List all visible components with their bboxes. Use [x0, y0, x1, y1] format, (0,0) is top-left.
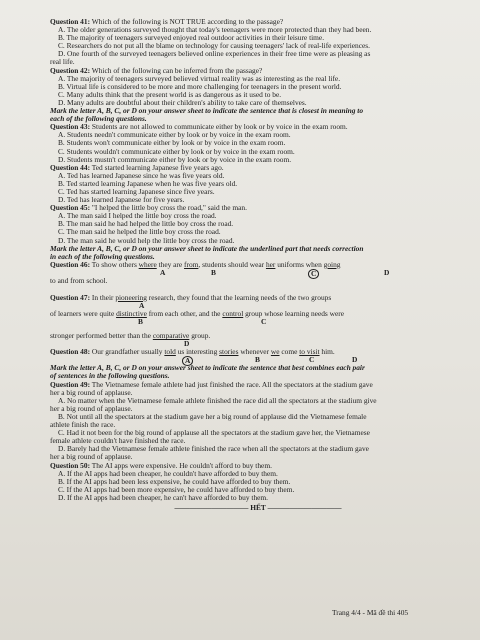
sentence-text: from each other, and the — [146, 309, 223, 319]
end-marker — [50, 504, 466, 512]
underlined-part-c: control — [222, 309, 244, 319]
option-43b: B. Students won't communicate either by look or by voice in the exam room. — [58, 138, 286, 148]
instruction-closest-cont: each of the following questions. — [50, 114, 147, 124]
option-49c-cont: female athlete couldn't have finished the race. — [50, 436, 186, 446]
instruction-error: Mark the letter A, B, C, or D on your answer sheet to indicate the underlined part that needs correction — [50, 243, 364, 253]
option-49d-cont: her a big round of applause. — [50, 452, 133, 462]
letter-d: D — [384, 267, 390, 277]
sentence-text: In their — [91, 293, 116, 302]
option-41d: D. One fourth of the surveyed teenagers believed online experiences in their free time were as pleasing as — [58, 49, 371, 59]
sentence-text: us interesting — [175, 347, 220, 357]
sentence-text: come — [279, 347, 300, 357]
end-text: HẾT — [250, 502, 266, 512]
letter-c: C — [308, 269, 319, 279]
sentence-text: uniforms when — [275, 259, 324, 269]
question-label: Question 45: — [50, 203, 91, 213]
option-49c: C. Had it not been for the big round of applause all the spectators at the stadium gave her, the Vietnamese — [58, 428, 370, 438]
underlined-part-d: to visit — [299, 347, 320, 357]
option-50c: C. If the AI apps had been more expensive, he could have afforded to buy them. — [58, 484, 295, 494]
letter-d: D — [352, 355, 358, 365]
sentence-text: him. — [319, 347, 335, 357]
sentence-text: To show others — [91, 259, 139, 269]
question-stem: Which of the following is NOT TRUE according to the passage? — [91, 17, 284, 26]
question-47 — [50, 294, 466, 302]
option-41a: A. The older generations surveyed thought that today's teenagers were more protected than they had been. — [58, 25, 372, 35]
page-footer: Trang 4/4 - Mã đề thi 405 — [332, 608, 409, 617]
end-rule: —————————— — [174, 502, 249, 512]
option-49b: B. Not until all the spectators at the stadium gave her a big round of applause did the Vietnamese female — [58, 411, 367, 421]
question-label: Question 49: — [50, 379, 91, 389]
instruction-error-cont: in each of the following questions. — [50, 251, 155, 261]
option-43d: D. Students mustn't communicate either by look or by voice in the exam room. — [58, 154, 292, 164]
letter-a: A — [182, 356, 193, 366]
option-49b-cont: athlete finish the race. — [50, 420, 116, 430]
question-label: Question 44: — [50, 162, 91, 172]
question-stem: Students are not allowed to communicate either by look or by voice in the exam room. — [91, 122, 348, 132]
end-rule: —————————— — [267, 502, 342, 512]
option-45c: C. The man said he helped the little boy cross the road. — [58, 227, 221, 237]
option-42b: B. Virtual life is considered to be more and more challenging for teenagers in the present world. — [58, 81, 342, 91]
underlined-part-d: going — [323, 259, 341, 269]
exam-content — [50, 18, 466, 512]
option-41b: B. The majority of teenagers surveyed enjoyed real outdoor activities in their leisure time. — [58, 33, 325, 43]
option-45d: D. The man said he would help the little boy cross the road. — [58, 235, 235, 245]
letter-c: C — [261, 317, 267, 327]
option-49a: A. No matter when the Vietnamese female athlete finished the race did all the spectators at the stadium give — [58, 395, 377, 405]
sentence-text: whenever — [238, 347, 271, 357]
letter-b: B — [211, 267, 216, 277]
option-44c: C. Ted has started learning Japanese since five years. — [58, 186, 215, 196]
instruction-combine-cont: of sentences in the following questions. — [50, 371, 170, 381]
option-49a-cont: her a big round of applause. — [50, 403, 133, 413]
option-43a: A. Students needn't communicate either by look or by voice in the exam room. — [58, 130, 291, 140]
sentence-text: group. — [189, 331, 211, 341]
question-46 — [50, 261, 466, 269]
underlined-part-b: from — [184, 259, 199, 269]
option-44b: B. Ted started learning Japanese when he was five years old. — [58, 178, 238, 188]
option-41c: C. Researchers do not put all the blame on technology for causing teenagers' lack of real-life experiences. — [58, 41, 371, 51]
letter-a: A — [139, 301, 145, 311]
question-label: Question 43: — [50, 122, 91, 132]
option-49d: D. Barely had the Vietnamese female athlete finished the race when all the spectators at the stadium gave — [58, 444, 369, 454]
question-label: Question 42: — [50, 65, 91, 75]
sentence-text: , students should wear — [198, 259, 266, 269]
instruction-closest: Mark the letter A, B, C, or D on your answer sheet to indicate the sentence that is closest in meaning to — [50, 106, 364, 116]
option-45a: A. The man said I helped the little boy cross the road. — [58, 211, 217, 221]
question-label: Question 41: — [50, 17, 91, 26]
question-stem: Ted started learning Japanese five years ago. — [91, 162, 224, 172]
question-label: Question 46: — [50, 259, 91, 269]
option-42d: D. Many adults are doubtful about their children's ability to take care of themselves. — [58, 97, 307, 107]
letter-a: A — [160, 267, 166, 277]
instruction-combine: Mark the letter A, B, C, or D on your answer sheet to indicate the sentence that best combines each pair — [50, 363, 365, 373]
underlined-part-a: pioneering — [115, 293, 147, 302]
sentence-text: stronger performed better than the — [50, 331, 153, 341]
question-stem: Which of the following can be inferred from the passage? — [91, 65, 263, 75]
sentence-line-2 — [50, 310, 466, 318]
option-50b: B. If the AI apps had been less expensive, he could have afforded to buy them. — [58, 476, 291, 486]
option-50a: A. If the AI apps had been cheaper, he couldn't have afforded to buy them. — [58, 468, 278, 478]
underlined-part-b: distinctive — [116, 309, 147, 319]
option-41d-cont: real life. — [50, 57, 75, 67]
underlined-part-a: where — [138, 259, 157, 269]
sentence-line-3 — [50, 332, 466, 340]
question-stem: "I helped the little boy cross the road," said the man. — [91, 203, 247, 213]
underlined-part-c: we — [270, 347, 280, 357]
sentence-text: research, they found that the learning needs of the two groups — [146, 293, 332, 302]
option-45b: B. The man said he had helped the little boy cross the road. — [58, 219, 234, 229]
underlined-part-d: comparative — [152, 331, 190, 341]
letter-d: D — [184, 339, 190, 349]
question-stem: The Vietnamese female athlete had just finished the race. All the spectators at the stadium gave — [91, 379, 373, 389]
part-letters — [50, 356, 466, 364]
option-42a: A. The majority of teenagers surveyed believed virtual reality was as interesting as the real life. — [58, 73, 341, 83]
letter-c: C — [309, 355, 315, 365]
question-label: Question 50: — [50, 460, 91, 470]
option-43c: C. Students wouldn't communicate either by look or by voice in the exam room. — [58, 146, 295, 156]
letter-b: B — [255, 355, 260, 365]
option-50d: D. If the AI apps had been cheaper, he can't have afforded to buy them. — [58, 492, 269, 502]
question-label: Question 48: — [50, 347, 91, 357]
option-44a: A. Ted has learned Japanese since he was five years old. — [58, 170, 225, 180]
sentence-cont: to and from school. — [50, 275, 108, 285]
question-stem: The AI apps were expensive. He couldn't afford to buy them. — [91, 460, 272, 470]
sentence-text: of learners were quite — [50, 309, 117, 319]
sentence-text: they are — [156, 259, 185, 269]
option-42c: C. Many adults think that the present world is as dangerous as it used to be. — [58, 89, 282, 99]
option-44d: D. Ted has learned Japanese for five years. — [58, 195, 185, 205]
part-letters — [50, 302, 466, 310]
sentence-text: Our grandfather usually — [91, 347, 165, 357]
underlined-part-b: stories — [219, 347, 239, 357]
question-stem-cont: her a big round of applause. — [50, 387, 133, 397]
letter-b: B — [138, 317, 143, 327]
part-letters — [50, 269, 466, 277]
part-letters — [50, 318, 466, 326]
underlined-part-a: told — [164, 347, 176, 357]
sentence-text: group whose learning needs were — [243, 309, 345, 319]
question-label: Question 47: — [50, 293, 91, 302]
part-letters — [50, 340, 466, 348]
underlined-part-c: her — [265, 259, 276, 269]
